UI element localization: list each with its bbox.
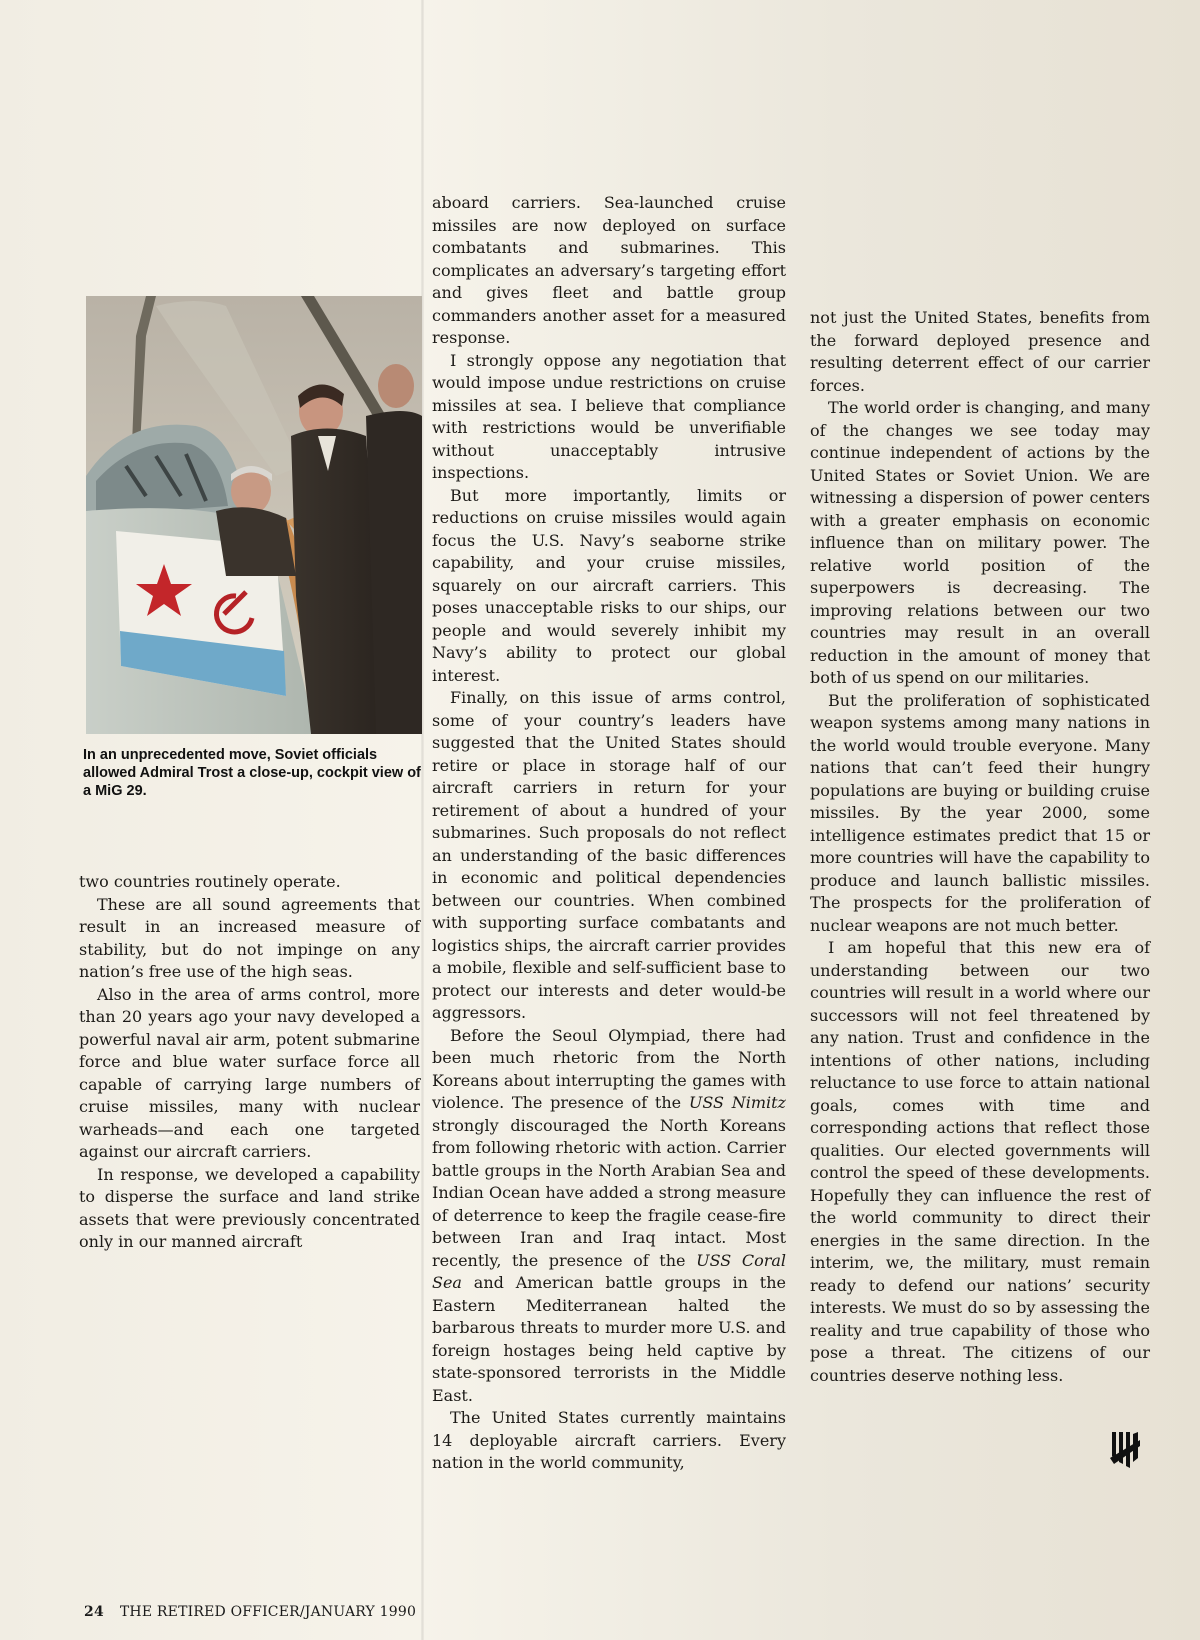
- page-fold: [421, 0, 424, 1640]
- publication-line: THE RETIRED OFFICER/JANUARY 1990: [119, 1604, 417, 1620]
- paragraph: But the proliferation of sophisticated weapon systems among many nations in the world would trouble everyone. Many nations that can’t feed their hungry populations are buying or building cruise missiles. By the year 2000, some intelligence estimates predict that 15 or more countries will have the capability to produce and launch ballistic missiles. The prospects for the proliferation of nuclear weapons are not much better.: [810, 690, 1150, 935]
- paragraph: Finally, on this issue of arms control, some of your country’s leaders have suggested that the United States should retire or place in storage half of our aircraft carriers in return for your retirement of about a hundred of your submarines. Such proposals do not reflect an understanding of the basic differences in economic and political dependencies between our countries. When combined with supporting surface combatants and logistics ships, the aircraft carrier provides a mobile, flexible and self-sufficient base to protect our interests and deter would-be aggressors.: [432, 688, 786, 1022]
- article-column-2: [432, 192, 786, 1475]
- paragraph: I strongly oppose any negotiation that would impose undue restrictions on cruise missiles at sea. I believe that compliance with restrictions would be unverifiable without unacceptably intrusive inspections.: [432, 350, 786, 482]
- paragraph: aboard carriers. Sea-launched cruise missiles are now deployed on surface combatants and submarines. This complicates an adversary’s targeting effort and gives fleet and battle group commanders another asset for a measured response.: [432, 193, 786, 347]
- text-run: Before the Seoul Olympiad, there had been much rhetoric from the North Koreans about interrupting the games with violence. The presence of the: [432, 1025, 786, 1112]
- paragraph: The world order is changing, and many of the changes we see today may continue independent of actions by the United States or Soviet Union. We are witnessing a dispersion of power centers with a greater emphasis on economic influence than on military power. The relative world position of the superpowers is decreasing. The improving relations between our two countries may result in an overall reduction in the amount of money that both of us spend on our militaries.: [810, 398, 1150, 687]
- paragraph: These are all sound agreements that result in an increased measure of stability, but do not impinge on any nation’s free use of the high seas.: [79, 894, 420, 981]
- paragraph: [432, 1025, 786, 1408]
- paragraph: In response, we developed a capability to disperse the surface and land strike assets that were previously concentrated only in our manned aircraft: [79, 1164, 420, 1251]
- paragraph: not just the United States, benefits from the forward deployed presence and resulting deterrent effect of our carrier forces.: [810, 308, 1150, 395]
- paragraph: But more importantly, limits or reductions on cruise missiles would again focus the U.S. Navy’s seaborne strike capability, and your cruise missiles, squarely on our aircraft carriers. This poses unacceptable risks to our ships, our people and would severely inhibit my Navy’s ability to protect our global interest.: [432, 485, 786, 685]
- paragraph: two countries routinely operate.: [79, 872, 341, 891]
- text-run: and American battle groups in the Eastern Mediterranean halted the barbarous threats to murder more U.S. and foreign hostages being held captive by state-sponsored terrorists in the Middle East.: [432, 1273, 786, 1405]
- article-column-1: [79, 871, 420, 1254]
- article-column-3: [810, 307, 1150, 1387]
- ship-name: USS Nimitz: [688, 1093, 786, 1112]
- page-number: 24: [84, 1604, 104, 1620]
- text-run: strongly discouraged the North Koreans from following rhetoric with action. Carrier battle groups in the North Arabian Sea and Indian Ocean have added a strong measure of deterrence to keep the fragile cease-fire between Iran and Iraq intact. Most recently, the presence of the: [432, 1115, 786, 1270]
- page-footer: [84, 1604, 416, 1620]
- ship-name: USS Coral Sea: [432, 1250, 787, 1292]
- paragraph: The United States currently maintains 14 deployable aircraft carriers. Every nation in the world community,: [432, 1408, 786, 1472]
- photo-caption: In an unprecedented move, Soviet officials allowed Admiral Trost a close-up, cockpit view of a MiG 29.: [83, 747, 421, 799]
- end-of-article-icon: [1108, 1430, 1142, 1470]
- paragraph: I am hopeful that this new era of understanding between our two countries will result in a world where our successors will not feel threatened by any nation. Trust and confidence in the intentions of other nations, including reluctance to use force to attain national goals, comes with time and corresponding actions that reflect those qualities. Our elected governments will control the speed of these developments. Hopefully they can influence the rest of the world community to direct their energies in the same direction. In the interim, we, the military, must remain ready to defend our nations’ security interests. We must do so by assessing the reality and true capability of those who pose a threat. The citizens of our countries deserve nothing less.: [810, 938, 1150, 1385]
- mig29-cockpit-photo: [86, 296, 422, 734]
- paragraph: Also in the area of arms control, more than 20 years ago your navy developed a powerful naval air arm, potent submarine force and blue water surface force all capable of carrying large numbers of cruise missiles, many with nuclear warheads—and each one targeted against our aircraft carriers.: [79, 984, 420, 1161]
